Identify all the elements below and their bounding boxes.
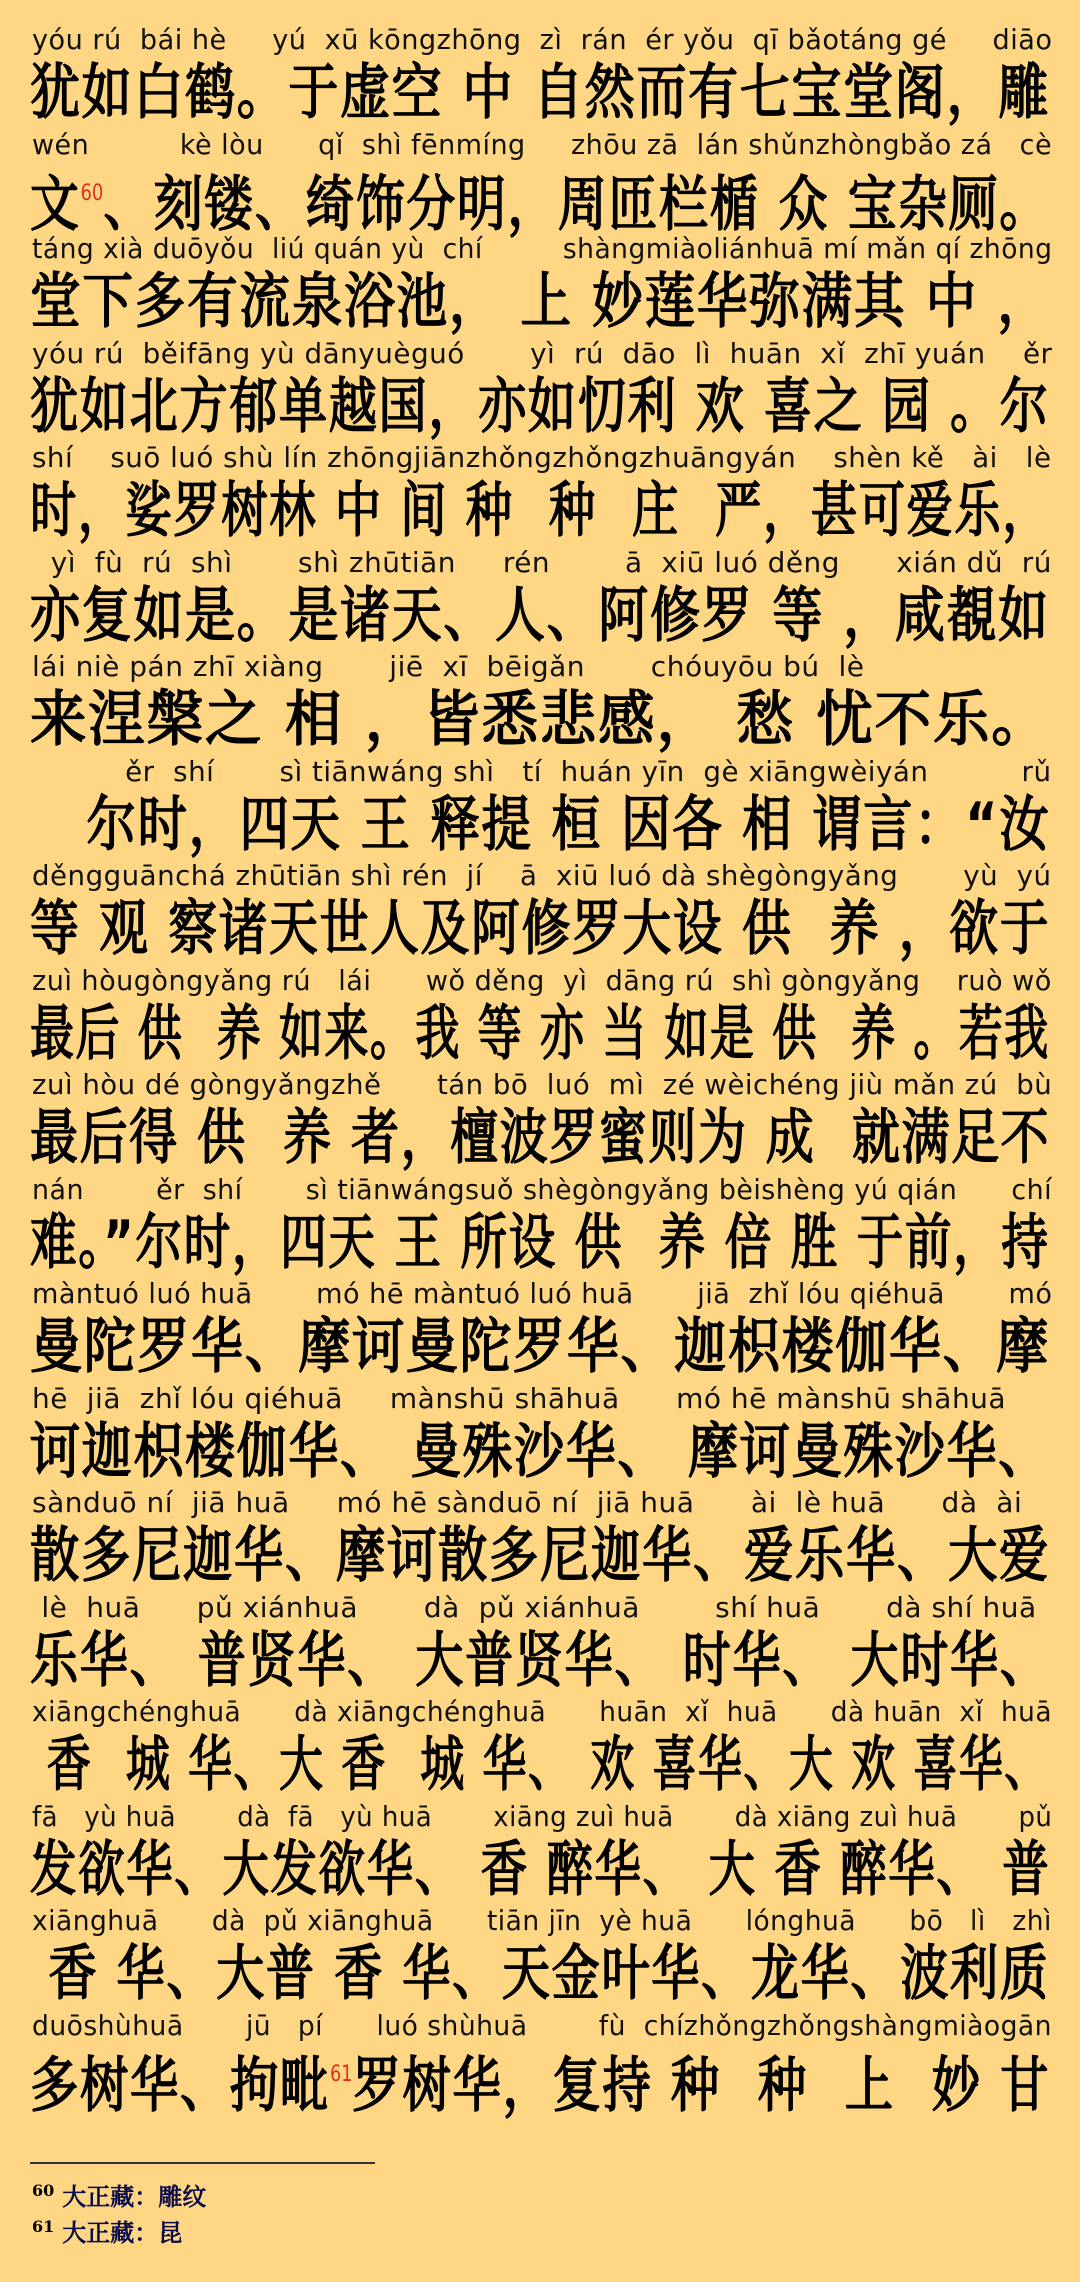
hanzi-line: 曼陀罗华、摩诃曼陀罗华、迦枳楼伽华、摩 (30, 1312, 1051, 1382)
footnote-text: 大正藏：雕纹 (62, 2182, 207, 2211)
pinyin-line: lái niè pán zhī xiàng jiē xī bēigǎn chóuyōu bú lè (32, 650, 865, 683)
text-line (30, 1277, 1053, 1382)
footnote-divider (30, 2162, 375, 2164)
text-line (30, 965, 1050, 1069)
footnote-number: 61 (32, 2217, 55, 2236)
text-line (30, 1905, 1050, 2009)
hanzi-line: 最后得 供 养 者，檀波罗蜜则为 成 就满足不 (30, 1103, 1051, 1173)
text-line (30, 442, 1050, 546)
hanzi-line: 时，娑罗树林 中 间 种 种 庄 严，甚可爱乐， (30, 476, 1051, 546)
pinyin-line: táng xià duōyǒu liú quán yù chí shàngmiàoliánhuā mí mǎn qí zhōng (32, 232, 1053, 265)
text-line (30, 860, 1050, 964)
text-line (30, 756, 1050, 860)
hanzi-line: 最后 供 养 如来。我 等 亦 当 如是 供 养 。若我 (30, 998, 1050, 1069)
pinyin-line: màntuó luó huā mó hē màntuó luó huā jiā zhǐ lóu qiéhuā mó (32, 1277, 1053, 1310)
hanzi-line: 难。”尔时，四天 王 所设 供 养 倍 胜 于前，持 (30, 1207, 1050, 1278)
text-line (30, 1068, 1053, 1173)
hanzi-line: 香 华、大普 香 华、天金叶华、龙华、波利质 (30, 1939, 1050, 2009)
footnote-marker: 60 (80, 180, 104, 206)
hanzi-line: 诃迦枳楼伽华、 曼殊沙华、 摩诃曼殊沙华、 (30, 1416, 1050, 1487)
text-line (30, 2008, 1052, 2121)
pinyin-line: zuì hòugòngyǎng rú lái wǒ děng yì dāng rú shì gòngyǎng ruò wǒ (32, 963, 1052, 997)
pinyin-line: wén kè lòu qǐ shì fēnmíng zhōu zā lán shǔnzhòngbǎo zá cè (32, 127, 1053, 161)
hanzi-line: 亦复如是。是诸天、人、阿修罗 等 ，咸覩如 (30, 580, 1050, 651)
text-line (30, 1172, 1053, 1278)
text-line (30, 336, 1053, 442)
pinyin-line: duōshùhuā jū pí luó shùhuā fù chízhǒngzhǒngshàngmiàogān (32, 2008, 1052, 2042)
pinyin-line: hē jiā zhǐ lóu qiéhuā mànshū shāhuā mó hē mànshū shāhuā (32, 1381, 1007, 1415)
text-line (30, 547, 1050, 651)
pinyin-line: děngguānchá zhūtiān shì rén jí ā xiū luó dà shègòngyǎng yù yú (32, 859, 1052, 892)
hanzi-segment: 罗树华，复持 种 种 上 妙 甘 (352, 2050, 1051, 2121)
hanzi-line: 犹如北方郁单越国，亦如忉利 欢 喜之 园 。尔 (30, 371, 1050, 442)
hanzi-line: 等 观 察诸天世人及阿修罗大设 供 养 ，欲于 (30, 894, 1051, 964)
footnote-marker: 61 (329, 2061, 353, 2087)
pinyin-line: lè huā pǔ xiánhuā dà pǔ xiánhuā shí huā dà shí huā (32, 1590, 1037, 1624)
pinyin-line: shí suō luó shù lín zhōngjiānzhǒngzhǒngzhuāngyán shèn kě ài lè (32, 441, 1052, 474)
text-line (30, 1383, 1050, 1487)
pinyin-line: xiānghuā dà pǔ xiānghuā tiān jīn yè huā lónghuā bō lì zhì (32, 1904, 1052, 1937)
hanzi-line: 散多尼迦华、摩诃散多尼迦华、爱乐华、大爱 (30, 1521, 1051, 1591)
hanzi-line: 来涅槃之 相 ，皆悉悲感， 愁 忧不乐。 (30, 685, 1050, 755)
text-line (30, 1592, 1050, 1696)
text-line (30, 1696, 1050, 1800)
pinyin-line: nán ěr shí sì tiānwángsuǒ shègòngyǎng bèishèng yú qián chí (32, 1172, 1053, 1206)
hanzi-line: 尔时，四天 王 释提 桓 因各 相 谓言：“汝 (30, 789, 1051, 860)
pinyin-line: zuì hòu dé gòngyǎngzhě tán bō luó mì zé wèichéng jiù mǎn zú bù (32, 1068, 1053, 1101)
hanzi-line: 乐华、 普贤华、 大普贤华、 时华、 大时华、 (30, 1625, 1050, 1696)
hanzi-line: 发欲华、大发欲华、 香 醉华、 大 香 醉华、 普 (30, 1834, 1051, 1905)
hanzi-line (30, 2046, 1051, 2121)
pinyin-line: yóu rú bái hè yú xū kōngzhōng zì rán ér yǒu qī bǎotáng gé diāo (32, 23, 1053, 56)
text-line (30, 23, 1053, 128)
hanzi-line: 犹如白鹤。于虚空 中 自然而有七宝堂阁，雕 (30, 58, 1050, 128)
pinyin-line: yóu rú běifāng yù dānyuèguó yì rú dāo lì huān xǐ zhī yuán ěr (32, 336, 1053, 370)
hanzi-segment: 多树华、拘毗 (30, 2050, 330, 2121)
footnote-text: 大正藏：昆 (62, 2218, 183, 2247)
text-line (30, 1487, 1050, 1591)
hanzi-segment: 文 (30, 169, 81, 240)
footnote-60 (32, 2176, 206, 2212)
footnote-61 (32, 2212, 182, 2248)
pinyin-line: sànduō ní jiā huā mó hē sànduō ní jiā huā ài lè huā dà ài (32, 1486, 1023, 1519)
pinyin-line: yì fù rú shì shì zhūtiān rén ā xiū luó děng xián dǔ rú (32, 545, 1052, 579)
pinyin-line: ěr shí sì tiānwáng shì tí huán yīn gè xiāngwèiyán rǔ (32, 754, 1052, 788)
text-line (30, 651, 1050, 755)
pinyin-line: xiāngchénghuā dà xiāngchénghuā huān xǐ huā dà huān xǐ huā (32, 1695, 1052, 1728)
pinyin-line: fā yù huā dà fā yù huā xiāng zuì huā dà xiāng zuì huā pǔ (32, 1799, 1053, 1833)
hanzi-segment: 、刻镂、绮饰分明，周匝栏楯 众 宝杂厕。 (103, 169, 1050, 240)
hanzi-line (30, 165, 1050, 240)
hanzi-line: 堂下多有流泉浴池， 上 妙莲华弥满其 中 ， (30, 267, 1050, 337)
text-line (30, 1799, 1053, 1905)
text-line (30, 232, 1053, 337)
footnote-number: 60 (32, 2181, 55, 2200)
text-line (30, 127, 1053, 240)
hanzi-line: 香 城 华、大 香 城 华、 欢 喜华、大 欢 喜华、 (30, 1730, 1050, 1800)
